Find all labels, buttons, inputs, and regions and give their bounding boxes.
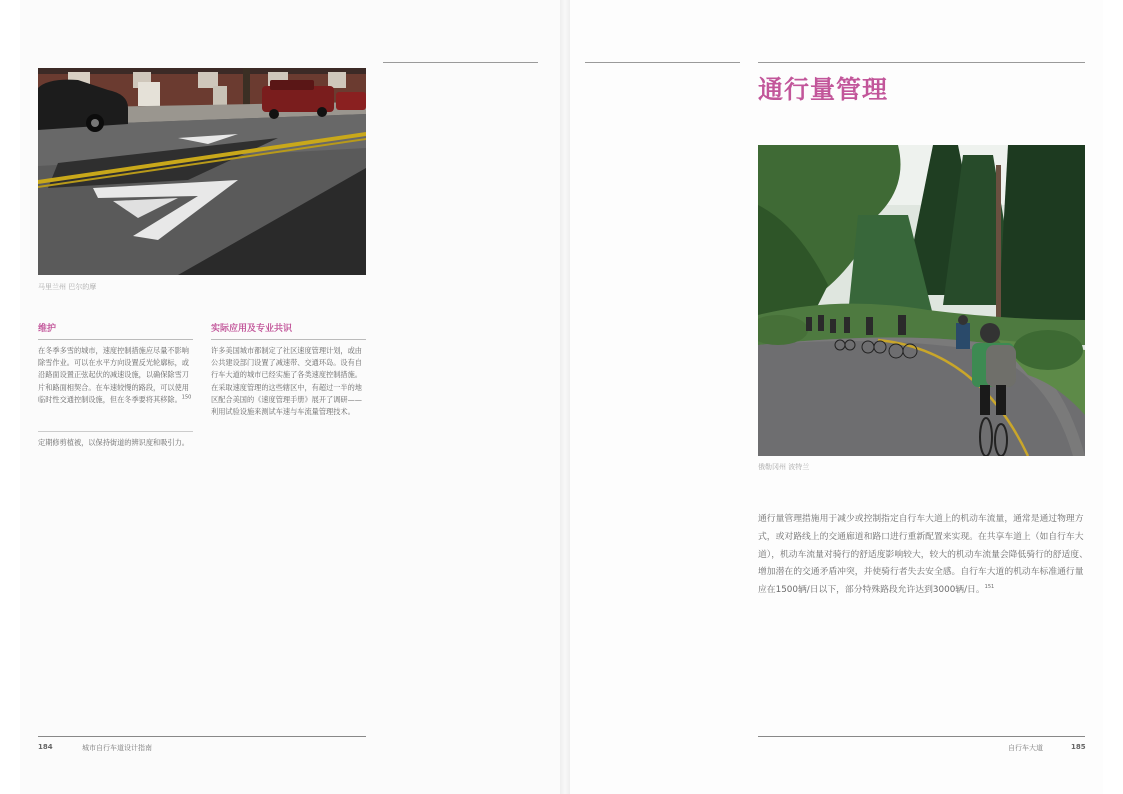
practice-heading: 实际应用及专业共识	[211, 324, 293, 334]
maintenance-rule	[38, 339, 193, 340]
right-section-name: 自行车大道	[1008, 744, 1043, 752]
book-gutter	[560, 0, 570, 794]
left-book-title: 城市自行车道设计指南	[82, 744, 152, 752]
right-photo-caption: 俄勒冈州 波特兰	[758, 463, 810, 471]
practice-rule	[211, 339, 366, 340]
right-page-number: 185	[1071, 743, 1086, 751]
maintenance-divider	[38, 431, 193, 432]
left-footer-rule	[38, 736, 366, 737]
left-photo-caption: 马里兰州 巴尔的摩	[38, 283, 97, 291]
body-ref: 151	[984, 584, 995, 591]
maintenance-paragraph-2: 定期修剪植被，以保持街道的辨识度和吸引力。	[38, 438, 189, 447]
top-rule-right-a	[585, 62, 740, 63]
top-rule-right-b	[758, 62, 1085, 63]
cyclists-photo	[758, 145, 1085, 456]
maintenance-heading: 维护	[38, 324, 57, 334]
body-paragraph: 通行量管理措施用于减少或控制指定自行车大道上的机动车流量，通常是通过物理方式，或对路线上的交通廊道和路口进行重新配置来实现。在共享车道上（如自行车大道），机动车流量对骑行的舒适度影响较大，较大的机动车流量会降低骑行的舒适度、增加潜在的交通矛盾冲突，并使骑行者失去安全感。自行车大道的机动车标准通行量应在1500辆/日以下，部分特殊路段允许达到3000辆/日。$^{151}$	[758, 514, 1088, 596]
page-title: 通行量管理	[758, 75, 889, 104]
maintenance-paragraph-1: 在冬季多雪的城市，速度控制措施应尽量不影响除雪作业。可以在水平方向设置反光轮廓标，或沿路面设置正弦起伏的减速设施，以确保除雪刀片和路面相契合。在车速较慢的路段，可以使用临时性交通控制设施，但在冬季要将其移除。$^{150}$	[38, 346, 192, 404]
maintenance-ref: 150	[181, 394, 192, 401]
practice-paragraph: 许多美国城市都制定了社区速度管理计划，或由公共建设部门设置了减速带、交通环岛。设有自行车大道的城市已经实施了各类速度控制措施。在采取速度管理的这些辖区中，有超过一半的地区配合美国的《速度管理手册》展开了调研——利用试验设施来测试车速与车流量管理技术。	[211, 346, 362, 417]
street-marking-photo	[38, 68, 366, 275]
top-rule-left	[383, 62, 538, 63]
right-footer-rule	[758, 736, 1085, 737]
left-page-number: 184	[38, 743, 53, 751]
